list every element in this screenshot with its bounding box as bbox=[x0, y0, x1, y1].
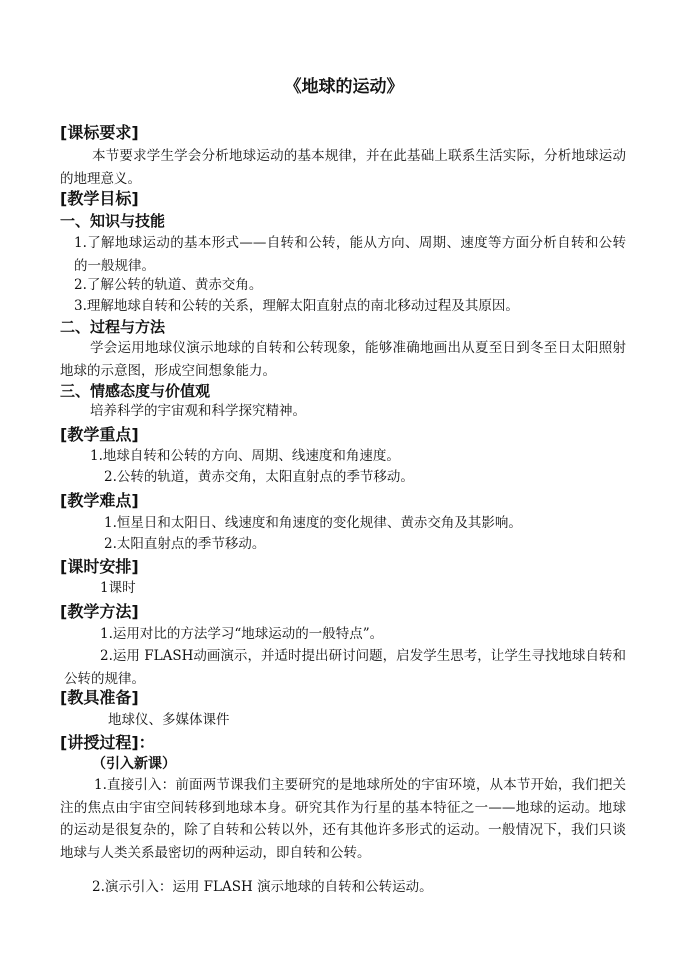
section-heading-jiaoju: [教具准备] bbox=[60, 688, 139, 707]
section-heading-keshi: [课时安排] bbox=[60, 557, 139, 576]
section-heading-zhongdian: [教学重点] bbox=[60, 425, 139, 444]
class-hours: 1课时 bbox=[100, 580, 136, 596]
process-paragraph-1: 1.直接引入：前面两节课我们主要研究的是地球所处的宇宙环境，从本节开始，我们把关注的焦点由宇宙空间转移到地球本身。研究其作为行星的基本特征之一——地球的运动。地球的运动是很复杂的，除了自转和公转以外，还有其他许多形式的运动。一般情况下，我们只谈地球与人类关系最密切的两种运动，即自转和公转。 bbox=[60, 777, 626, 861]
subheading-intro: （引入新课） bbox=[92, 756, 176, 772]
difficulty-2: 2.太阳直射点的季节移动。 bbox=[104, 536, 266, 552]
goal-item-1 bbox=[74, 232, 626, 277]
key-point-1: 1.地球自转和公转的方向、周期、线速度和角速度。 bbox=[90, 448, 400, 464]
method-1: 1.运用对比的方法学习“地球运动的一般特点”。 bbox=[100, 626, 384, 642]
section-heading-mubiao: [教学目标] bbox=[60, 189, 139, 208]
section-heading-guocheng: [讲授过程]： bbox=[60, 733, 155, 752]
key-point-2: 2.公转的轨道，黄赤交角，太阳直射点的季节移动。 bbox=[104, 469, 414, 485]
goal-item-3: 3.理解地球自转和公转的关系，理解太阳直射点的南北移动过程及其原因。 bbox=[74, 298, 519, 314]
process-paragraph-2: 2.演示引入：运用 FLASH 演示地球的自转和公转运动。 bbox=[92, 879, 433, 895]
section-heading-nandian: [教学难点] bbox=[60, 491, 139, 510]
method-2: 2.运用 FLASH动画演示，并适时提出研讨问题，启发学生思考，让学生寻找地球自转和公转的规律。 bbox=[64, 648, 626, 687]
process-text: 学会运用地球仪演示地球的自转和公转现象，能够准确地画出从夏至日到冬至日太阳照射地球的示意图，形成空间想象能力。 bbox=[60, 340, 626, 379]
teaching-aids: 地球仪、多媒体课件 bbox=[108, 712, 230, 728]
goal-item-2: 2.了解公转的轨道、黄赤交角。 bbox=[74, 277, 263, 293]
kebiao-text: 本节要求学生学会分析地球运动的基本规律，并在此基础上联系生活实际，分析地球运动的地理意义。 bbox=[60, 148, 626, 187]
section-heading-fangfa: [教学方法] bbox=[60, 602, 139, 621]
goal-item-1-text: 1.了解地球运动的基本形式——自转和公转，能从方向、周期、速度等方面分析自转和公转的一般规律。 bbox=[74, 235, 626, 274]
attitude-text: 培养科学的宇宙观和科学探究精神。 bbox=[90, 403, 306, 419]
subheading-knowledge: 一、知识与技能 bbox=[60, 212, 166, 230]
difficulty-1: 1.恒星日和太阳日、线速度和角速度的变化规律、黄赤交角及其影响。 bbox=[104, 515, 522, 531]
section-heading-kebiao: [课标要求] bbox=[60, 123, 139, 142]
subheading-process: 二、过程与方法 bbox=[60, 318, 166, 336]
subheading-attitude: 三、情感态度与价值观 bbox=[60, 382, 211, 400]
document-title: 《地球的运动》 bbox=[284, 77, 404, 97]
